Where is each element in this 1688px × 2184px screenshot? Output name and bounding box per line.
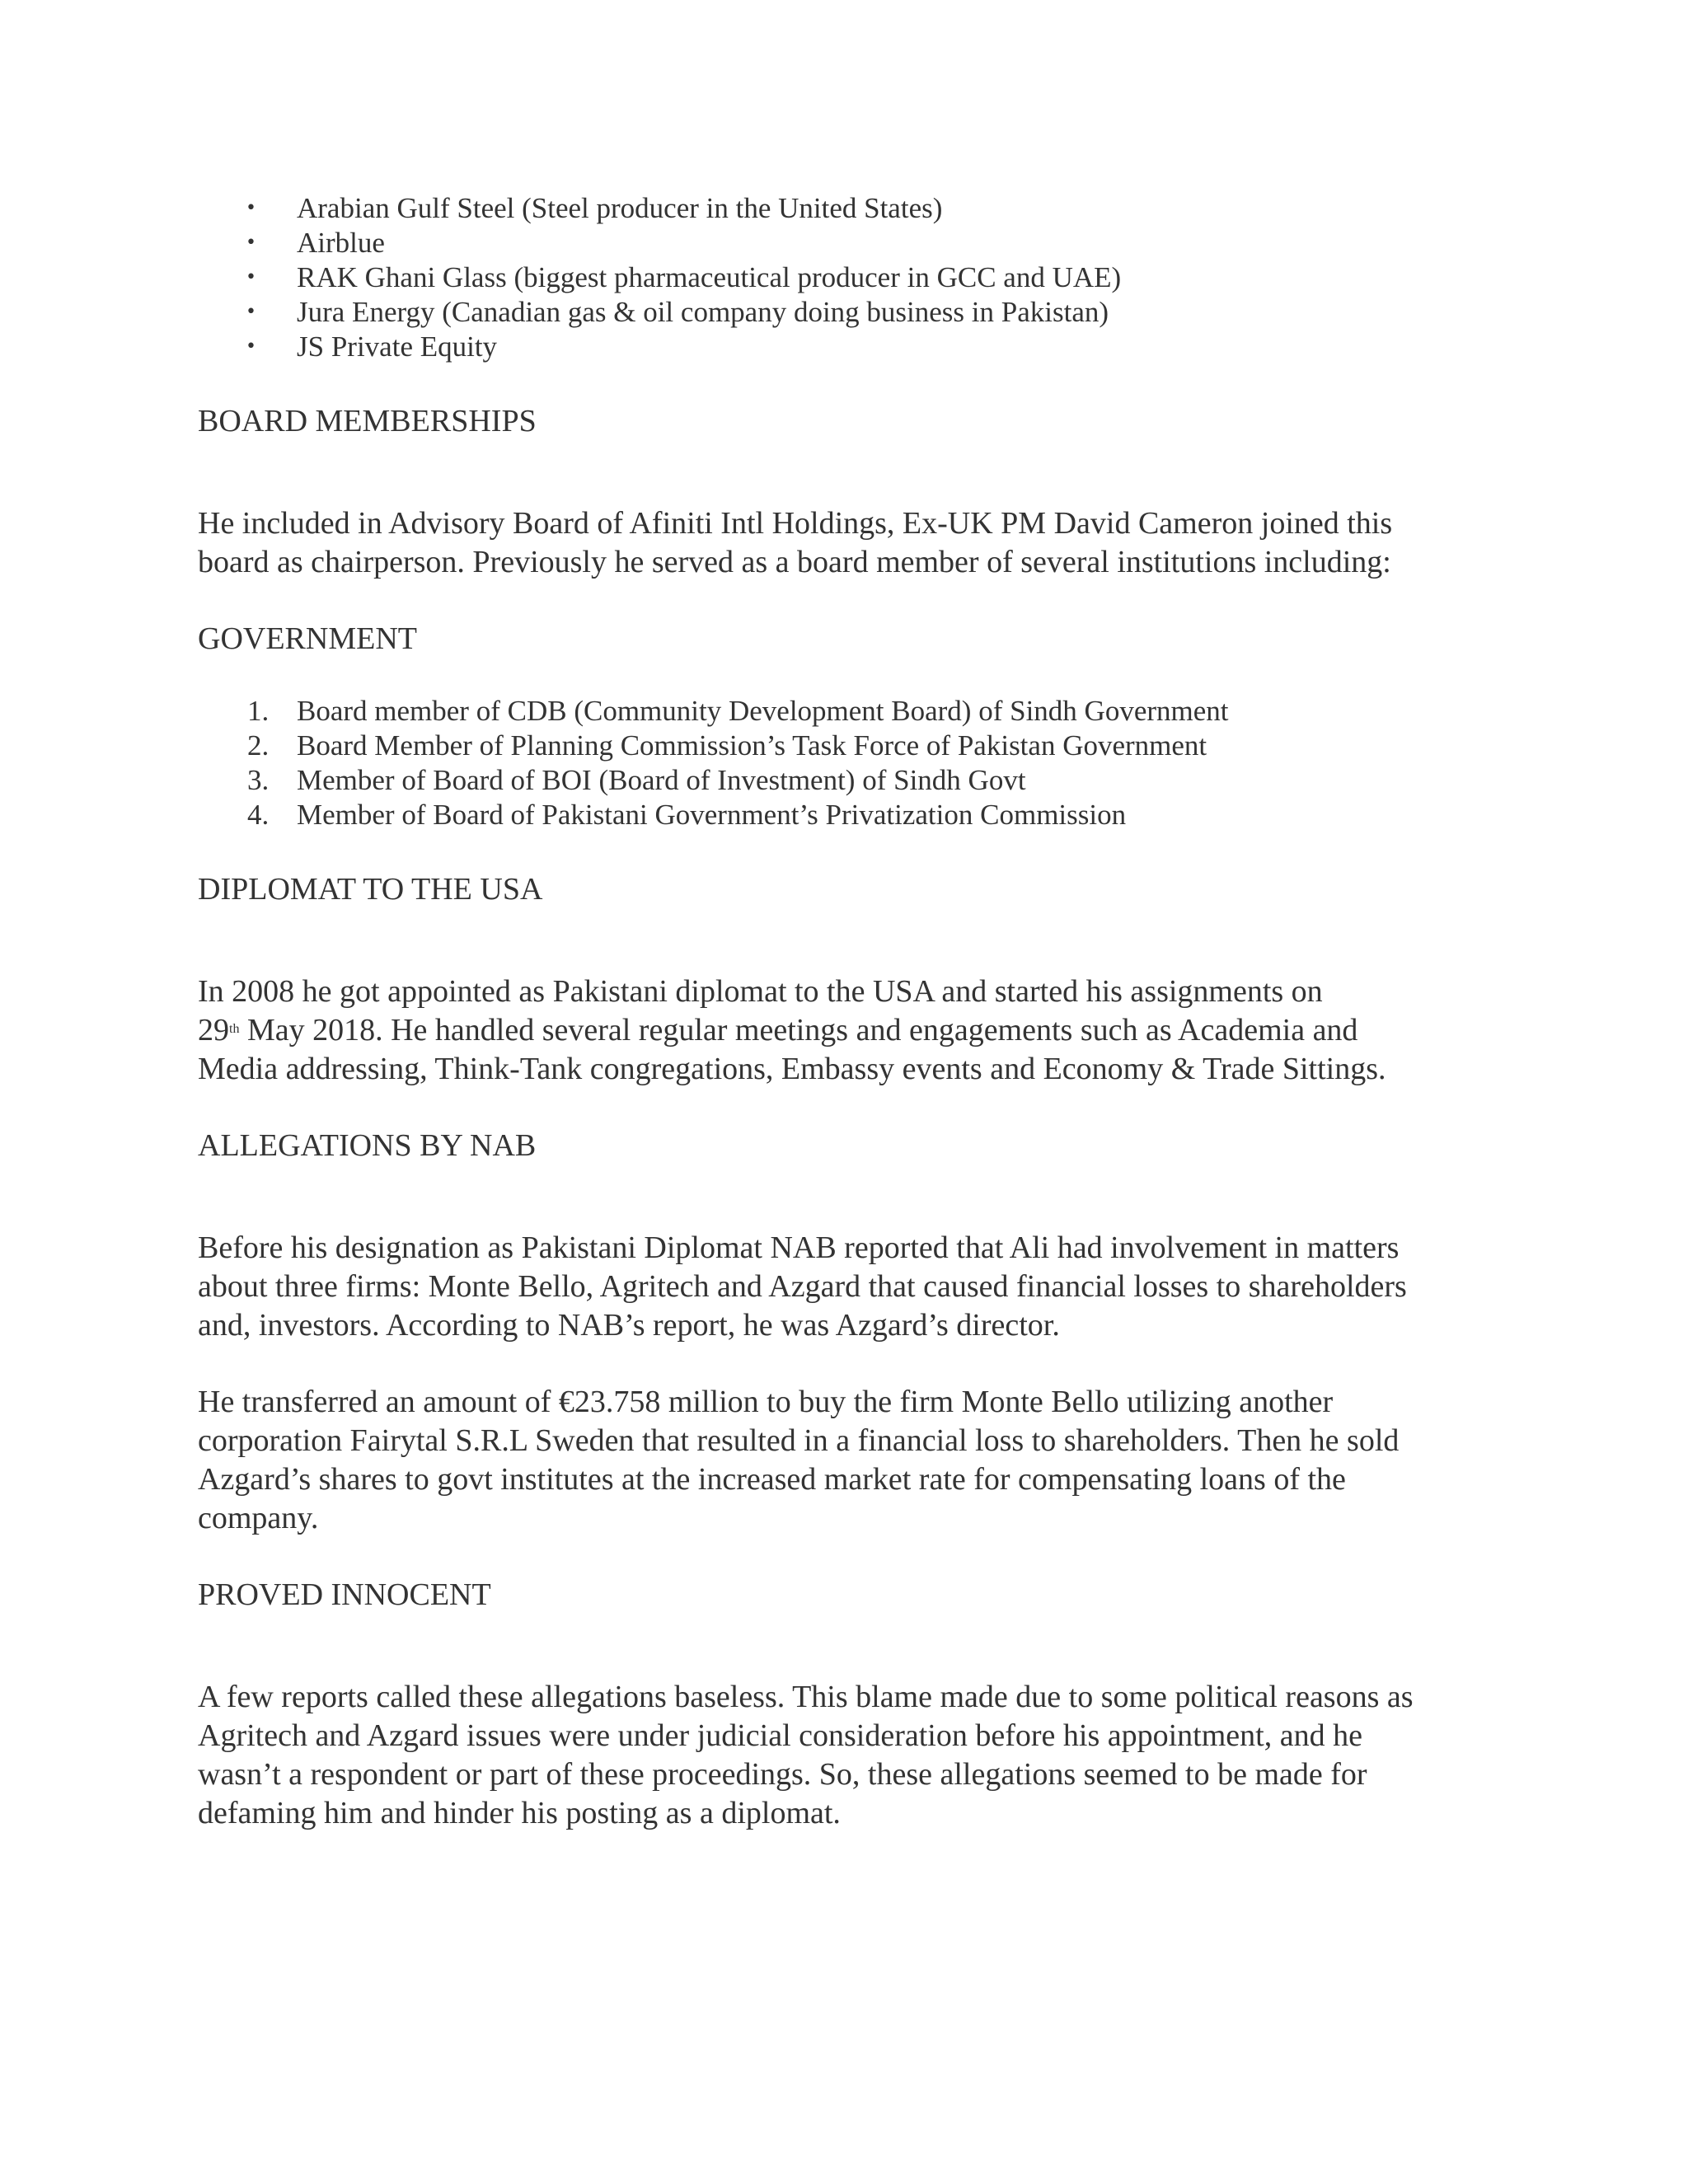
text-line: Media addressing, Think-Tank congregations, Embassy events and Economy & Trade Sittings. — [198, 1052, 1386, 1086]
list-item — [198, 191, 1517, 226]
bullet-icon: • — [246, 267, 256, 288]
list-item-text: Member of Board of Pakistani Government’s Privatization Commission — [297, 799, 1127, 831]
section-heading-government: GOVERNMENT — [198, 621, 417, 656]
list-item — [198, 226, 1517, 260]
list-number: 3. — [247, 764, 270, 796]
list-item-text: Arabian Gulf Steel (Steel producer in the United States) — [297, 192, 943, 224]
text-line: board as chairperson. Previously he served as a board member of several institutions including: — [198, 545, 1391, 579]
list-item-text: Airblue — [297, 227, 385, 259]
section-heading-diplomat: DIPLOMAT TO THE USA — [198, 872, 543, 907]
text-line: He included in Advisory Board of Afiniti Intl Holdings, Ex-UK PM David Cameron joined this — [198, 506, 1393, 541]
text-line: In 2008 he got appointed as Pakistani diplomat to the USA and started his assignments on — [198, 974, 1323, 1009]
text-line: company. — [198, 1501, 319, 1535]
text-line: wasn’t a respondent or part of these proceedings. So, these allegations seemed to be made for — [198, 1757, 1367, 1792]
list-number: 4. — [247, 799, 270, 831]
text-line: Before his designation as Pakistani Diplomat NAB reported that Ali had involvement in matters — [198, 1230, 1400, 1265]
list-item-text: JS Private Equity — [297, 330, 498, 363]
bullet-icon: • — [246, 302, 256, 322]
list-item-text: RAK Ghani Glass (biggest pharmaceutical producer in GCC and UAE) — [297, 261, 1122, 293]
company-list — [198, 191, 1517, 364]
section-heading-allegations: ALLEGATIONS BY NAB — [198, 1128, 537, 1163]
list-item — [198, 295, 1517, 330]
bullet-icon: • — [246, 198, 256, 218]
list-number: 1. — [247, 695, 270, 727]
text-line: and, investors. According to NAB’s report, he was Azgard’s director. — [198, 1308, 1060, 1343]
list-number: 2. — [247, 729, 270, 762]
board-paragraph — [198, 504, 1517, 582]
document-page — [198, 191, 1517, 1833]
text-line: about three firms: Monte Bello, Agritech and Azgard that caused financial losses to shareholders — [198, 1269, 1407, 1304]
text-line: Azgard’s shares to govt institutes at the increased market rate for compensating loans of the — [198, 1462, 1346, 1497]
government-list — [198, 694, 1517, 832]
text-line: He transferred an amount of €23.758 million to buy the firm Monte Bello utilizing another — [198, 1385, 1334, 1419]
text-line: defaming him and hinder his posting as a diplomat. — [198, 1796, 841, 1830]
list-item — [198, 798, 1517, 832]
list-item-text: Board member of CDB (Community Development Board) of Sindh Government — [297, 695, 1229, 727]
text-line: corporation Fairytal S.R.L Sweden that resulted in a financial loss to shareholders. Then he sold — [198, 1423, 1400, 1458]
list-item — [198, 694, 1517, 729]
date-day: 29 — [198, 1013, 229, 1047]
section-heading-proved-innocent: PROVED INNOCENT — [198, 1577, 491, 1612]
list-item — [198, 330, 1517, 364]
list-item-text: Member of Board of BOI (Board of Investment) of Sindh Govt — [297, 764, 1026, 796]
list-item — [198, 729, 1517, 763]
text-line: May 2018. He handled several regular meetings and engagements such as Academia and — [239, 1013, 1358, 1047]
text-line: A few reports called these allegations baseless. This blame made due to some political reasons as — [198, 1680, 1414, 1714]
innocent-paragraph — [198, 1678, 1517, 1833]
list-item — [198, 763, 1517, 798]
diplomat-paragraph — [198, 972, 1517, 1089]
ordinal-suffix: th — [229, 1022, 240, 1036]
allegations-paragraph-1 — [198, 1229, 1517, 1345]
list-item — [198, 260, 1517, 295]
text-line: Agritech and Azgard issues were under judicial consideration before his appointment, and he — [198, 1718, 1362, 1753]
list-item-text: Jura Energy (Canadian gas & oil company doing business in Pakistan) — [297, 296, 1109, 328]
list-item-text: Board Member of Planning Commission’s Task Force of Pakistan Government — [297, 729, 1207, 762]
allegations-paragraph-2 — [198, 1383, 1517, 1538]
bullet-icon: • — [246, 232, 256, 253]
section-heading-board-memberships: BOARD MEMBERSHIPS — [198, 404, 537, 438]
bullet-icon: • — [246, 336, 256, 357]
